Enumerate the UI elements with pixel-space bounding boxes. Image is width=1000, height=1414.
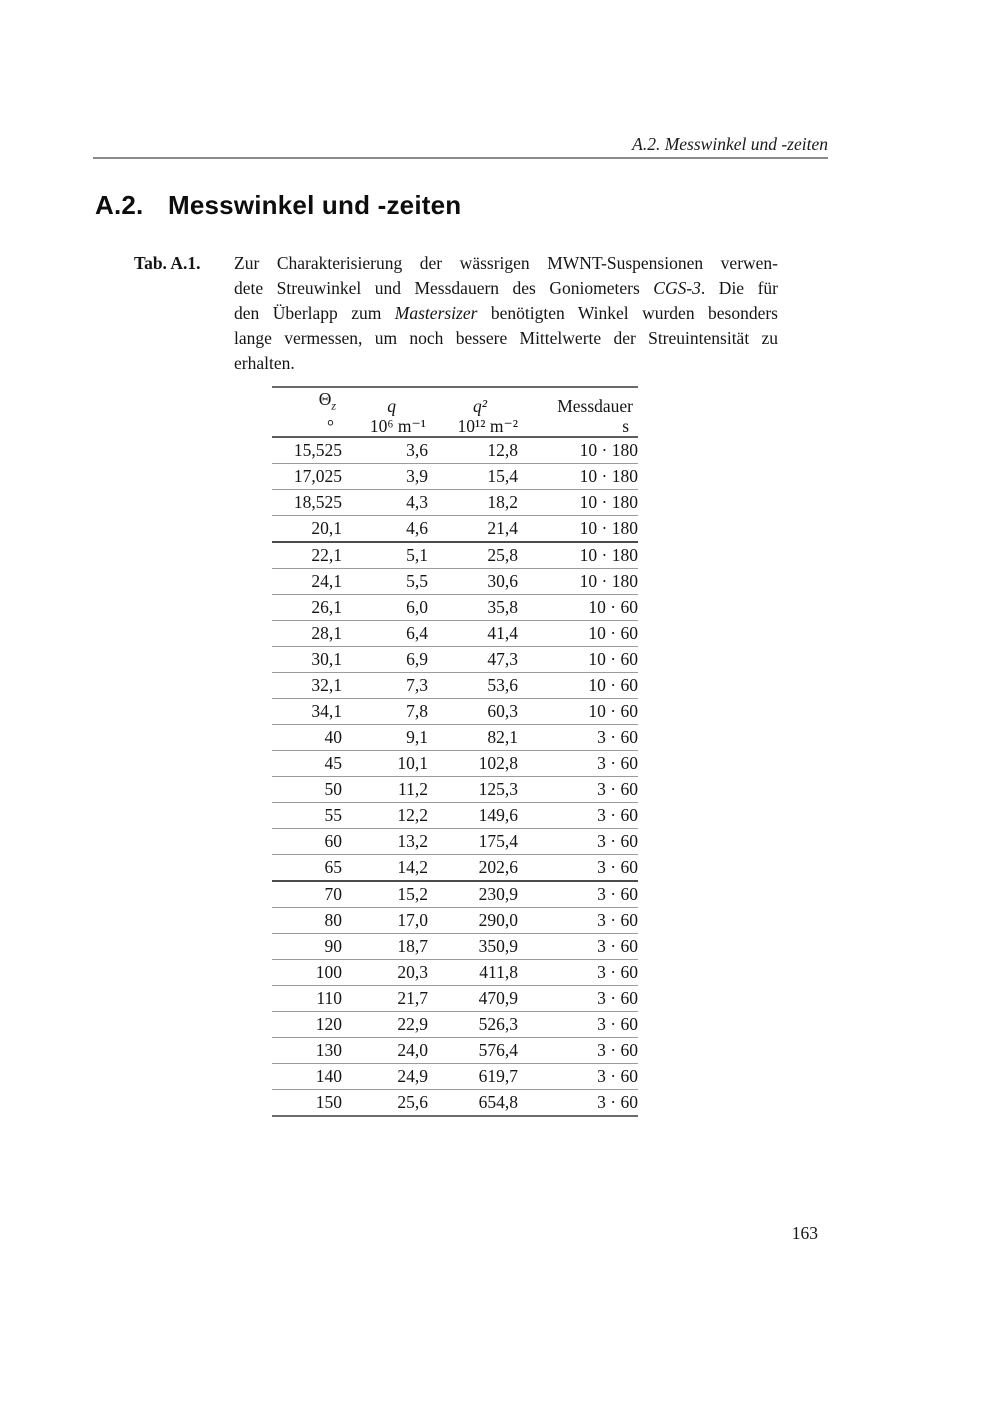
table-cell: 3,6 xyxy=(406,439,428,460)
table-cell: 10 · 180 xyxy=(579,544,638,565)
table-body xyxy=(272,437,638,1116)
table-cell: 15,525 xyxy=(293,439,342,460)
table-row xyxy=(272,1011,638,1037)
section-title: Messwinkel und -zeiten xyxy=(168,190,462,220)
table-row xyxy=(272,594,638,620)
table-cell: 149,6 xyxy=(478,804,518,825)
running-header-rule xyxy=(93,157,828,159)
unit-degrees: ° xyxy=(272,417,342,437)
table-cell: 6,9 xyxy=(406,648,428,669)
table-cell: 411,8 xyxy=(479,961,518,982)
table-cell: 60 xyxy=(324,830,342,851)
caption-italic-term: Mastersizer xyxy=(394,303,478,323)
table-cell: 14,2 xyxy=(397,856,428,877)
table-cell: 10 · 60 xyxy=(588,648,638,669)
col-header-q-squared: q² xyxy=(473,395,487,416)
table-cell: 3 · 60 xyxy=(597,1039,638,1060)
table-cell: 55 xyxy=(324,804,342,825)
table-row xyxy=(272,437,638,464)
table-cell: 24,9 xyxy=(397,1065,428,1086)
table-cell: 6,4 xyxy=(406,622,428,643)
table-cell: 130 xyxy=(315,1039,342,1060)
table-cell: 10 · 180 xyxy=(579,517,638,538)
table-cell: 576,4 xyxy=(478,1039,518,1060)
table-cell: 290,0 xyxy=(478,909,518,930)
table-cell: 28,1 xyxy=(311,622,342,643)
table-cell: 110 xyxy=(316,987,342,1008)
table-cell: 3 · 60 xyxy=(597,1091,638,1112)
table-cell: 102,8 xyxy=(478,752,518,773)
col-header-theta: $\Theta_z$ xyxy=(318,389,336,413)
table-cell: 175,4 xyxy=(478,830,518,851)
table-cell: 10 · 60 xyxy=(588,674,638,695)
caption-line xyxy=(234,301,778,326)
table-row xyxy=(272,463,638,489)
table-cell: 470,9 xyxy=(478,987,518,1008)
table-cell: 32,1 xyxy=(311,674,342,695)
table-cell: 3 · 60 xyxy=(597,726,638,747)
table-cell: 7,3 xyxy=(406,674,428,695)
unit-q-squared: 10¹² m⁻² xyxy=(428,417,518,437)
caption-text-run: benötigten Winkel wurden besonders xyxy=(477,303,778,323)
table-cell: 13,2 xyxy=(397,830,428,851)
caption-text-run: erhalten. xyxy=(234,353,295,373)
unit-q: 10⁶ m⁻¹ xyxy=(342,417,428,437)
table-cell: 35,8 xyxy=(487,596,518,617)
table-cell: 3,9 xyxy=(406,465,428,486)
table-cell: 3 · 60 xyxy=(597,804,638,825)
table-cell: 3 · 60 xyxy=(597,1065,638,1086)
table-cell: 11,2 xyxy=(398,778,428,799)
table-cell: 125,3 xyxy=(478,778,518,799)
caption-label: Tab. A.1. xyxy=(134,253,201,273)
caption-line xyxy=(234,276,778,301)
table-cell: 24,1 xyxy=(311,570,342,591)
table-cell: 26,1 xyxy=(311,596,342,617)
table-cell: 526,3 xyxy=(478,1013,518,1034)
caption-text-run: dete Streuwinkel und Messdauern des Goniometers xyxy=(234,278,654,298)
table-cell: 3 · 60 xyxy=(597,883,638,904)
table-cell: 20,1 xyxy=(311,517,342,538)
caption-text-run: lange vermessen, um noch bessere Mittelwerte der Streuintensität zu xyxy=(234,328,778,348)
table-cell: 18,525 xyxy=(293,491,342,512)
table-row xyxy=(272,907,638,933)
table-cell: 18,7 xyxy=(397,935,428,956)
table-cell: 40 xyxy=(324,726,342,747)
table-cell: 202,6 xyxy=(478,856,518,877)
table-cell: 230,9 xyxy=(478,883,518,904)
caption-text-run: Zur Charakterisierung der wässrigen MWNT-Suspensionen verwen- xyxy=(234,253,778,273)
table-caption-text xyxy=(234,251,778,376)
table-cell: 50 xyxy=(324,778,342,799)
table-cell: 5,1 xyxy=(406,544,428,565)
caption-line xyxy=(234,326,778,351)
table-cell: 7,8 xyxy=(406,700,428,721)
table-cell: 70 xyxy=(324,883,342,904)
table-cell: 17,025 xyxy=(293,465,342,486)
table-cell: 18,2 xyxy=(487,491,518,512)
table-row xyxy=(272,1089,638,1116)
measurement-table xyxy=(272,386,638,1117)
table-cell: 30,6 xyxy=(487,570,518,591)
table-cell: 120 xyxy=(315,1013,342,1034)
table-row xyxy=(272,828,638,854)
table-cell: 25,8 xyxy=(487,544,518,565)
table-cell: 34,1 xyxy=(311,700,342,721)
table-cell: 22,9 xyxy=(397,1013,428,1034)
table-cell: 10 · 60 xyxy=(588,700,638,721)
caption-text-run: . Die für xyxy=(700,278,778,298)
table-cell: 654,8 xyxy=(478,1091,518,1112)
table-row xyxy=(272,802,638,828)
table-row xyxy=(272,985,638,1011)
table-cell: 53,6 xyxy=(487,674,518,695)
table-cell: 10 · 180 xyxy=(579,491,638,512)
table-cell: 10 · 60 xyxy=(588,596,638,617)
table-cell: 619,7 xyxy=(478,1065,518,1086)
table-cell: 3 · 60 xyxy=(597,830,638,851)
table-cell: 45 xyxy=(324,752,342,773)
table-cell: 6,0 xyxy=(406,596,428,617)
table-cell: 3 · 60 xyxy=(597,1013,638,1034)
table-row xyxy=(272,854,638,881)
table-cell: 12,8 xyxy=(487,439,518,460)
table-row xyxy=(272,489,638,515)
table-cell: 82,1 xyxy=(487,726,518,747)
table-cell: 10 · 180 xyxy=(579,570,638,591)
table-row xyxy=(272,1063,638,1089)
table-row xyxy=(272,672,638,698)
table-row xyxy=(272,1037,638,1063)
table-header xyxy=(272,387,638,437)
table-cell: 24,0 xyxy=(397,1039,428,1060)
table-cell: 21,7 xyxy=(397,987,428,1008)
table-row xyxy=(272,881,638,908)
section-heading xyxy=(95,190,461,221)
table-row xyxy=(272,750,638,776)
table-row xyxy=(272,646,638,672)
table-cell: 21,4 xyxy=(487,517,518,538)
table-cell: 10 · 180 xyxy=(579,465,638,486)
table-row xyxy=(272,515,638,542)
table-cell: 60,3 xyxy=(487,700,518,721)
caption-italic-term: CGS-3 xyxy=(653,278,701,298)
page-number: 163 xyxy=(791,1223,818,1243)
table-cell: 17,0 xyxy=(397,909,428,930)
caption-text-run: den Überlapp zum xyxy=(234,303,395,323)
table-cell: 30,1 xyxy=(311,648,342,669)
col-header-q: q xyxy=(387,395,396,416)
unit-seconds: s xyxy=(518,417,638,437)
table-cell: 3 · 60 xyxy=(597,935,638,956)
table-cell: 15,4 xyxy=(487,465,518,486)
col-header-messdauer: Messdauer xyxy=(557,395,633,416)
caption-line xyxy=(234,351,778,376)
table-row xyxy=(272,568,638,594)
header-unit-row xyxy=(272,417,638,437)
table-cell: 10 · 60 xyxy=(588,622,638,643)
header-symbol-row xyxy=(272,387,638,417)
table-cell: 25,6 xyxy=(397,1091,428,1112)
table-cell: 15,2 xyxy=(397,883,428,904)
table-cell: 3 · 60 xyxy=(597,856,638,877)
table-row xyxy=(272,724,638,750)
table-row xyxy=(272,620,638,646)
table-cell: 3 · 60 xyxy=(597,961,638,982)
table-cell: 65 xyxy=(324,856,342,877)
table-cell: 3 · 60 xyxy=(597,909,638,930)
table-cell: 47,3 xyxy=(487,648,518,669)
table-cell: 20,3 xyxy=(397,961,428,982)
table-cell: 140 xyxy=(315,1065,342,1086)
table-cell: 4,3 xyxy=(406,491,428,512)
table-cell: 3 · 60 xyxy=(597,752,638,773)
table-cell: 9,1 xyxy=(406,726,428,747)
caption-line xyxy=(234,251,778,276)
table-cell: 3 · 60 xyxy=(597,778,638,799)
table-row xyxy=(272,542,638,569)
table-cell: 22,1 xyxy=(311,544,342,565)
running-header: A.2. Messwinkel und -zeiten xyxy=(632,134,828,154)
table-cell: 100 xyxy=(315,961,342,982)
table-row xyxy=(272,959,638,985)
table-cell: 150 xyxy=(315,1091,342,1112)
table-cell: 4,6 xyxy=(406,517,428,538)
table-cell: 80 xyxy=(324,909,342,930)
table-cell: 10,1 xyxy=(397,752,428,773)
table-cell: 10 · 180 xyxy=(579,439,638,460)
table-cell: 41,4 xyxy=(487,622,518,643)
table-cell: 350,9 xyxy=(478,935,518,956)
table-row xyxy=(272,698,638,724)
table-cell: 3 · 60 xyxy=(597,987,638,1008)
section-number: A.2. xyxy=(95,190,144,220)
table-cell: 12,2 xyxy=(397,804,428,825)
table-cell: 90 xyxy=(324,935,342,956)
table-row xyxy=(272,776,638,802)
table-cell: 5,5 xyxy=(406,570,428,591)
table-row xyxy=(272,933,638,959)
